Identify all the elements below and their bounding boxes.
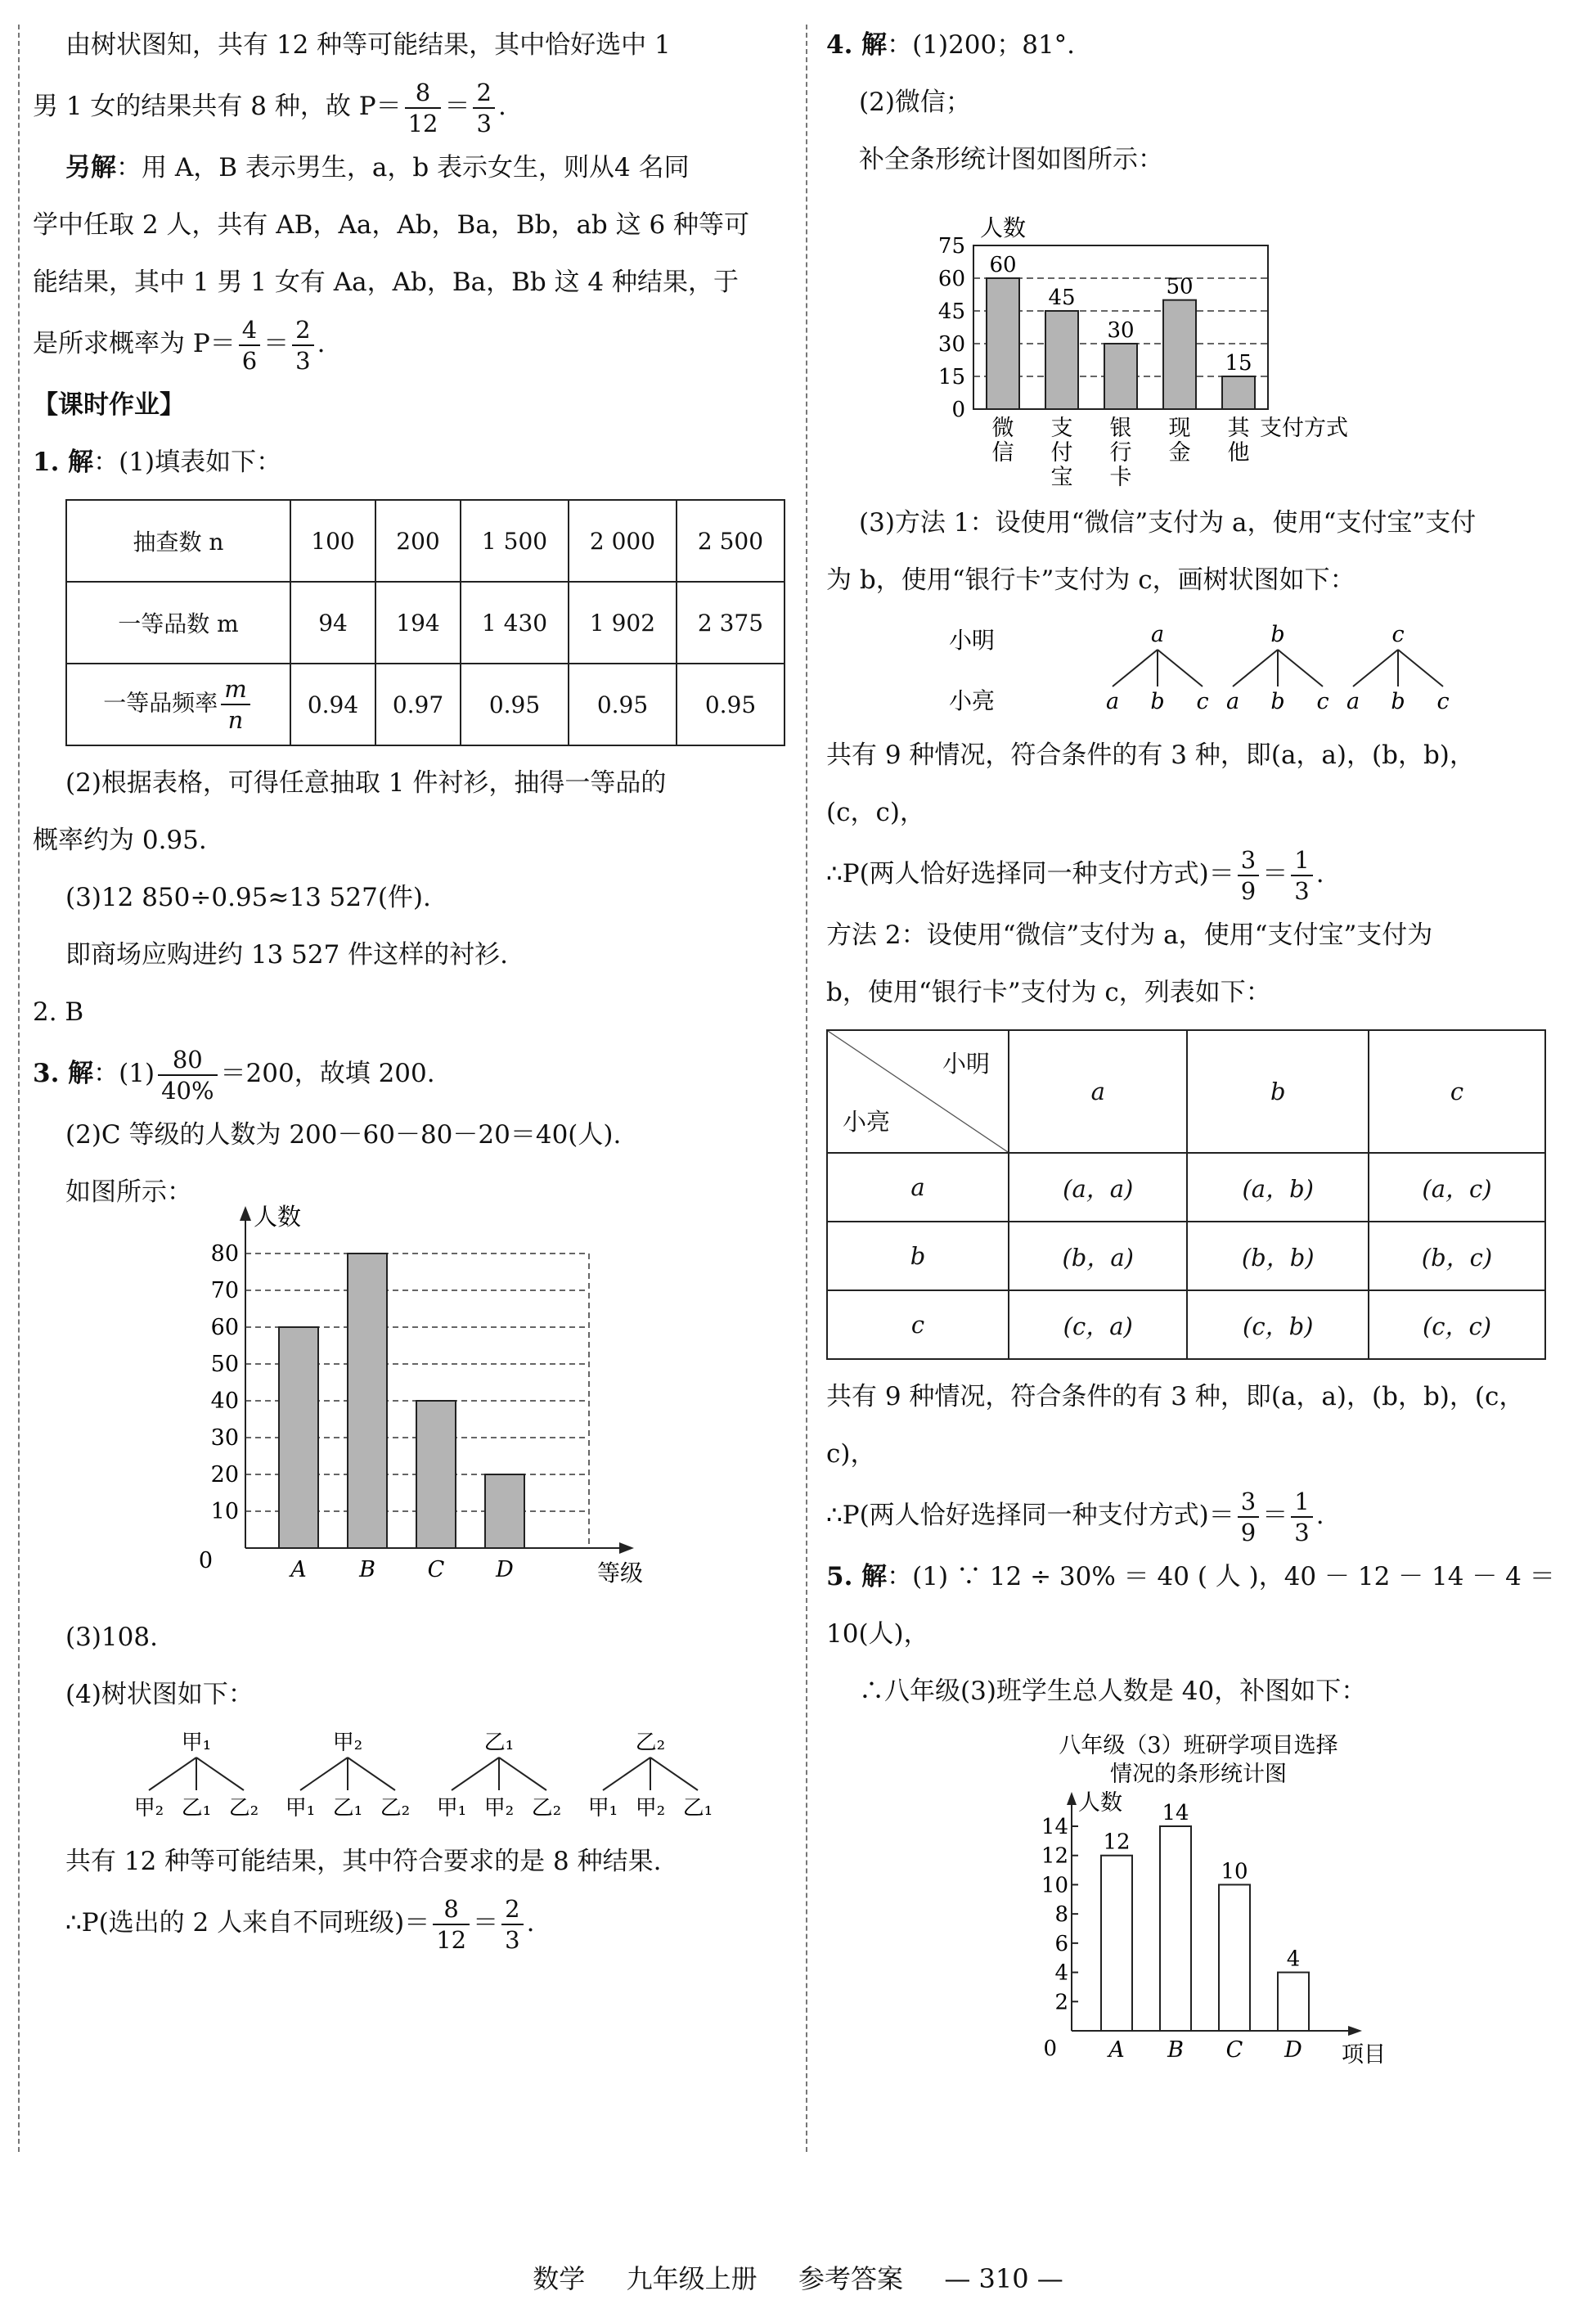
table-cell: 100 [290,500,375,582]
bar-C [1219,1884,1250,2031]
data-label: 45 [1048,286,1076,310]
q5-part1b: 10(人)， [826,1619,929,1649]
bar-A [279,1327,318,1548]
q1-part3b: 即商场应购进约 13 527 件这样的衬衫. [65,940,509,970]
x-tick-label: A [290,1557,307,1582]
bar-C [416,1401,456,1548]
x-tick-label: 行 [1109,440,1132,466]
tree-leaf: 甲₁ [436,1796,467,1821]
y-tick-label: 0 [198,1548,213,1573]
y-tick-label: 70 [210,1278,239,1303]
q3-part4: (4)树状图如下： [65,1680,254,1709]
y-tick-label: 60 [210,1315,239,1340]
y-tick-label: 45 [937,299,965,324]
tree-root: 乙₂ [635,1731,666,1755]
q4-probability-1: ∴P(两人恰好选择同一种支付方式)＝ $\frac{3}{9}$ ＝ $\frac{1}{3}$ . [826,845,1324,905]
table-cell: 194 [375,582,461,664]
y-tick-label: 10 [210,1499,239,1524]
fraction: $\frac{4}{6}$ [239,315,260,376]
table-row-header: b [827,1222,1009,1290]
para-alt-solution: 另解：用 A，B 表示男生，a，b 表示女生，则从4 名同 [65,153,690,182]
q4-method1d: (c，c)， [826,798,925,827]
table-col-header: b [1187,1030,1369,1153]
tree-branch [1233,650,1278,686]
q3-part4b: 共有 12 种等可能结果，其中符合要求的是 8 种结果. [65,1847,662,1876]
tree-leaf: 甲₁ [587,1796,618,1821]
tree-root: a [1150,622,1165,647]
q4-method1c: 共有 9 种情况，符合条件的有 3 种，即(a，a)，(b，b)， [826,740,1475,770]
table-cell: (b，c) [1369,1222,1545,1290]
fraction: $\frac{1}{3}$ [1291,1487,1312,1547]
table-col-header: a [1009,1030,1187,1153]
table-cell: 0.94 [290,664,375,745]
y-tick-label: 6 [1054,1931,1068,1956]
tree-branch [1113,650,1158,686]
x-axis-arrow [1348,2026,1362,2036]
bar-2 [1045,311,1078,409]
fraction: $\frac{3}{9}$ [1238,1487,1259,1547]
x-tick-label: 他 [1227,440,1250,466]
data-label: 60 [989,253,1017,277]
y-tick-label: 50 [210,1352,239,1377]
fraction: $\frac{8}{12}$ [433,1894,470,1955]
table-cell: 2 000 [569,500,677,582]
chart-title: 八年级（3）班研学项目选择 [1059,1733,1338,1758]
para-alt-2: 学中任取 2 人，共有 AB，Aa，Ab，Ba，Bb，ab 这 6 种等可 [33,210,750,240]
bar-B [348,1254,387,1548]
data-label: 10 [1221,1859,1248,1884]
table-cell: (b，a) [1009,1222,1187,1290]
x-axis-label: 项目 [1342,2042,1386,2068]
grade-bar-chart [33,1203,785,1605]
y-axis-label: 人数 [254,1203,302,1231]
data-label: 15 [1225,351,1252,376]
table-cell: 0.95 [569,664,677,745]
y-tick-label: 60 [937,267,965,291]
tree-leaf: c [1316,689,1329,714]
tree-leaf: 乙₂ [531,1796,562,1821]
tree-leaf: 甲₂ [635,1796,666,1821]
table-row-header: c [827,1290,1009,1359]
tree-root: 乙₁ [483,1731,515,1755]
table-cell: (b，b) [1187,1222,1369,1290]
data-label: 4 [1286,1947,1301,1972]
tree-branch [300,1758,348,1790]
table-cell: 1 500 [461,500,569,582]
tree-branch [1398,650,1443,686]
y-tick-label: 75 [937,234,965,259]
project-bar-chart [826,1720,1571,2068]
tree-branch [1278,650,1323,686]
tree-leaf: 甲₂ [133,1796,164,1821]
tree-leaf: 甲₁ [285,1796,316,1821]
x-tick-label: 支 [1050,416,1073,441]
table-corner [827,1030,1009,1153]
table-cell: (a，a) [1009,1153,1187,1222]
y-tick-label: 0 [951,398,965,422]
tree-leaf: 乙₁ [332,1796,363,1821]
fraction: $\frac{2}{3}$ [501,1894,523,1955]
tree-leaf: b [1150,689,1165,714]
x-tick-label: B [359,1557,375,1582]
x-tick-label: D [1284,2037,1302,2063]
tree-leaf: c [1196,689,1209,714]
bar-5 [1222,376,1255,409]
page-footer [0,2258,1596,2296]
y-axis-arrow [1067,1792,1077,1805]
x-axis-label: 等级 [597,1560,644,1587]
table-cell: 1 902 [569,582,677,664]
x-tick-label: D [496,1557,514,1582]
y-tick-label: 2 [1054,1990,1068,2015]
data-label: 12 [1103,1830,1131,1855]
data-label: 50 [1166,274,1194,299]
table-cell: 0.95 [677,664,785,745]
q3-part2b: 如图所示： [65,1177,192,1207]
tree-branch [196,1758,244,1790]
bar-D [485,1474,524,1548]
x-axis-arrow [619,1542,634,1554]
bar-D [1278,1973,1309,2031]
tree-row-label-xiaoming: 小明 [949,627,996,654]
footer-section: 参考答案 [798,2263,903,2294]
y-axis-label: 人数 [1078,1790,1122,1816]
tree-branch [1158,650,1203,686]
x-axis-label: 支付方式 [1260,416,1348,441]
tree-leaf: a [1225,689,1240,714]
y-tick-label: 14 [1041,1815,1068,1839]
q1-part3: (3)12 850÷0.95≈13 527(件). [65,883,431,912]
tree-root: c [1391,622,1405,647]
tree-leaf: 乙₂ [228,1796,259,1821]
payment-bar-chart [826,188,1571,491]
frequency-table [65,499,785,746]
fraction: $\frac{2}{3}$ [473,78,494,138]
tree-leaf: 乙₂ [380,1796,411,1821]
page-number: — 310 — [944,2263,1063,2294]
q4-part2b: 补全条形统计图如图所示： [859,145,1163,174]
fraction: $\frac{3}{9}$ [1238,845,1259,906]
table-cell: 2 375 [677,582,785,664]
tree-leaf: 乙₁ [682,1796,713,1821]
tree-leaf: a [1105,689,1120,714]
fraction: $\frac{m}{n}$ [221,674,250,735]
payment-table [826,1029,1546,1360]
x-tick-label: B [1167,2037,1184,2063]
bar-A [1101,1856,1132,2031]
section-heading: 【课时作业】 [33,390,185,420]
tree-leaf: a [1346,689,1360,714]
payment-tree-diagram [826,609,1571,723]
x-tick-label: 现 [1168,416,1191,441]
chart-subtitle: 情况的条形统计图 [1110,1762,1287,1787]
x-tick-label: 卡 [1109,465,1132,490]
y-tick-label: 20 [210,1462,239,1488]
y-axis-label: 人数 [980,214,1027,241]
q3-part2: (2)C 等级的人数为 200－60－80－20＝40(人). [65,1120,622,1150]
bar-4 [1163,300,1196,409]
q4-method1b: 为 b，使用“银行卡”支付为 c，画树状图如下： [826,565,1355,595]
tree-leaf: b [1391,689,1405,714]
table-cell: (c，a) [1009,1290,1187,1359]
x-tick-label: 银 [1109,416,1132,441]
footer-subject: 数学 [533,2263,586,2294]
column-divider [806,25,807,2152]
y-tick-label: 40 [210,1389,239,1414]
para-alt-prob: 是所求概率为 P＝ $\frac{4}{6}$ ＝ $\frac{2}{3}$ . [33,315,326,375]
data-label: 14 [1162,1801,1189,1825]
x-tick-label: 宝 [1050,465,1073,490]
x-tick-label: 付 [1050,440,1073,466]
alt-label: 另解 [65,153,116,182]
q5-part1: 5. 解：(1) ∵ 12 ÷ 30% ＝ 40 ( 人 )，40 － 12 － 14 － 4 ＝ [826,1562,1555,1591]
q1-part2: (2)根据表格，可得任意抽取 1 件衬衫，抽得一等品的 [65,768,667,798]
class-tree-diagram [33,1723,785,1830]
table-header: 一等品数 m [66,582,290,664]
tree-branch [452,1758,499,1790]
bar-3 [1104,344,1137,409]
x-tick-label: 微 [991,416,1014,441]
table-cell: 1 430 [461,582,569,664]
y-tick-label: 4 [1054,1960,1068,1986]
table-cell: (a，c) [1369,1153,1545,1222]
q1-part2b: 概率约为 0.95. [33,826,207,855]
q3-part3: (3)108. [65,1623,158,1652]
tree-root: b [1270,622,1285,647]
right-column [826,16,1571,2067]
tree-branch [499,1758,546,1790]
y-tick-label: 30 [210,1425,239,1451]
fraction: $\frac{1}{3}$ [1291,845,1312,906]
tree-row-label-xiaoliang: 小亮 [949,687,996,714]
table-header: 抽查数 n [66,500,290,582]
y-tick-label: 15 [937,365,965,389]
x-tick-label: C [427,1557,445,1582]
table-cell: (c，c) [1369,1290,1545,1359]
q1-heading: 1. 解：(1)填表如下： [33,448,282,477]
data-label: 30 [1107,318,1135,343]
x-tick-label: 其 [1227,416,1250,441]
footer-grade: 九年级上册 [626,2263,758,2294]
table-cell: (c，b) [1187,1290,1369,1359]
q4-part1: 4. 解：(1)200；81°. [826,30,1076,60]
tree-root: 甲₁ [181,1731,212,1755]
tree-leaf: c [1436,689,1450,714]
x-tick-label: C [1225,2037,1243,2063]
tree-leaf: 乙₁ [181,1796,212,1821]
y-tick-label: 80 [210,1241,239,1267]
tree-root: 甲₂ [332,1731,363,1755]
tree-leaf: b [1270,689,1285,714]
x-tick-label: 金 [1168,440,1191,466]
fraction: $\frac{2}{3}$ [292,315,313,376]
table-cell: 0.95 [461,664,569,745]
para-alt-3: 能结果，其中 1 男 1 女有 Aa，Ab，Ba，Bb 这 4 种结果，于 [33,268,739,297]
x-tick-label: A [1108,2037,1125,2063]
y-tick-label: 12 [1041,1843,1068,1869]
bar-B [1160,1826,1191,2031]
q2-answer: 2. B [33,997,84,1027]
table-col-header: c [1369,1030,1545,1153]
left-margin-line [18,25,20,2152]
tree-branch [603,1758,650,1790]
table-cell: 0.97 [375,664,461,745]
q4-method1a: (3)方法 1：设使用“微信”支付为 a，使用“支付宝”支付 [859,508,1477,538]
tree-branch [650,1758,698,1790]
table-cell: 200 [375,500,461,582]
fraction: $\frac{80}{40\%}$ [158,1045,217,1105]
q4-method2b: b，使用“银行卡”支付为 c，列表如下： [826,978,1271,1007]
y-tick-label: 30 [937,332,965,357]
q4-method2d: c)， [826,1439,876,1469]
table-row-header: a [827,1153,1009,1222]
table-cell: 94 [290,582,375,664]
table-header: 一等品频率 $\frac{m}{n}$ [66,664,290,745]
table-cell: (a，b) [1187,1153,1369,1222]
table-cell: 2 500 [677,500,785,582]
q5-part1c: ∴八年级(3)班学生总人数是 40，补图如下： [859,1677,1367,1706]
tree-branch [149,1758,196,1790]
left-column [33,16,785,1956]
y-tick-label: 0 [1043,2037,1057,2061]
corner-bottom: 小亮 [843,1108,891,1136]
x-tick-label: 信 [991,440,1014,466]
tree-leaf: 甲₂ [483,1796,515,1821]
q4-method2c: 共有 9 种情况，符合条件的有 3 种，即(a，a)，(b，b)，(c， [826,1382,1525,1411]
para-tree-result: 由树状图知，共有 12 种等可能结果，其中恰好选中 1 [65,30,671,60]
para-prob-1: 男 1 女的结果共有 8 种，故 P＝ $\frac{8}{12}$ ＝ $\frac{2}{3}$ . [33,78,506,137]
corner-top: 小明 [942,1050,990,1078]
fraction: $\frac{8}{12}$ [405,78,442,138]
y-tick-label: 8 [1054,1902,1068,1928]
y-tick-label: 10 [1041,1873,1068,1898]
q3-probability: ∴P(选出的 2 人来自不同班级)＝ $\frac{8}{12}$ ＝ $\frac{2}{3}$ . [65,1894,535,1954]
q4-part2: (2)微信； [859,88,971,117]
q4-probability-2: ∴P(两人恰好选择同一种支付方式)＝ $\frac{3}{9}$ ＝ $\frac{1}{3}$ . [826,1487,1324,1546]
bar-1 [987,278,1019,409]
q3-part1: 3. 解：(1) $\frac{80}{40\%}$ ＝200，故填 200. [33,1045,435,1105]
tree-branch [1353,650,1398,686]
q4-method2a: 方法 2：设使用“微信”支付为 a，使用“支付宝”支付为 [826,920,1433,950]
tree-branch [348,1758,395,1790]
